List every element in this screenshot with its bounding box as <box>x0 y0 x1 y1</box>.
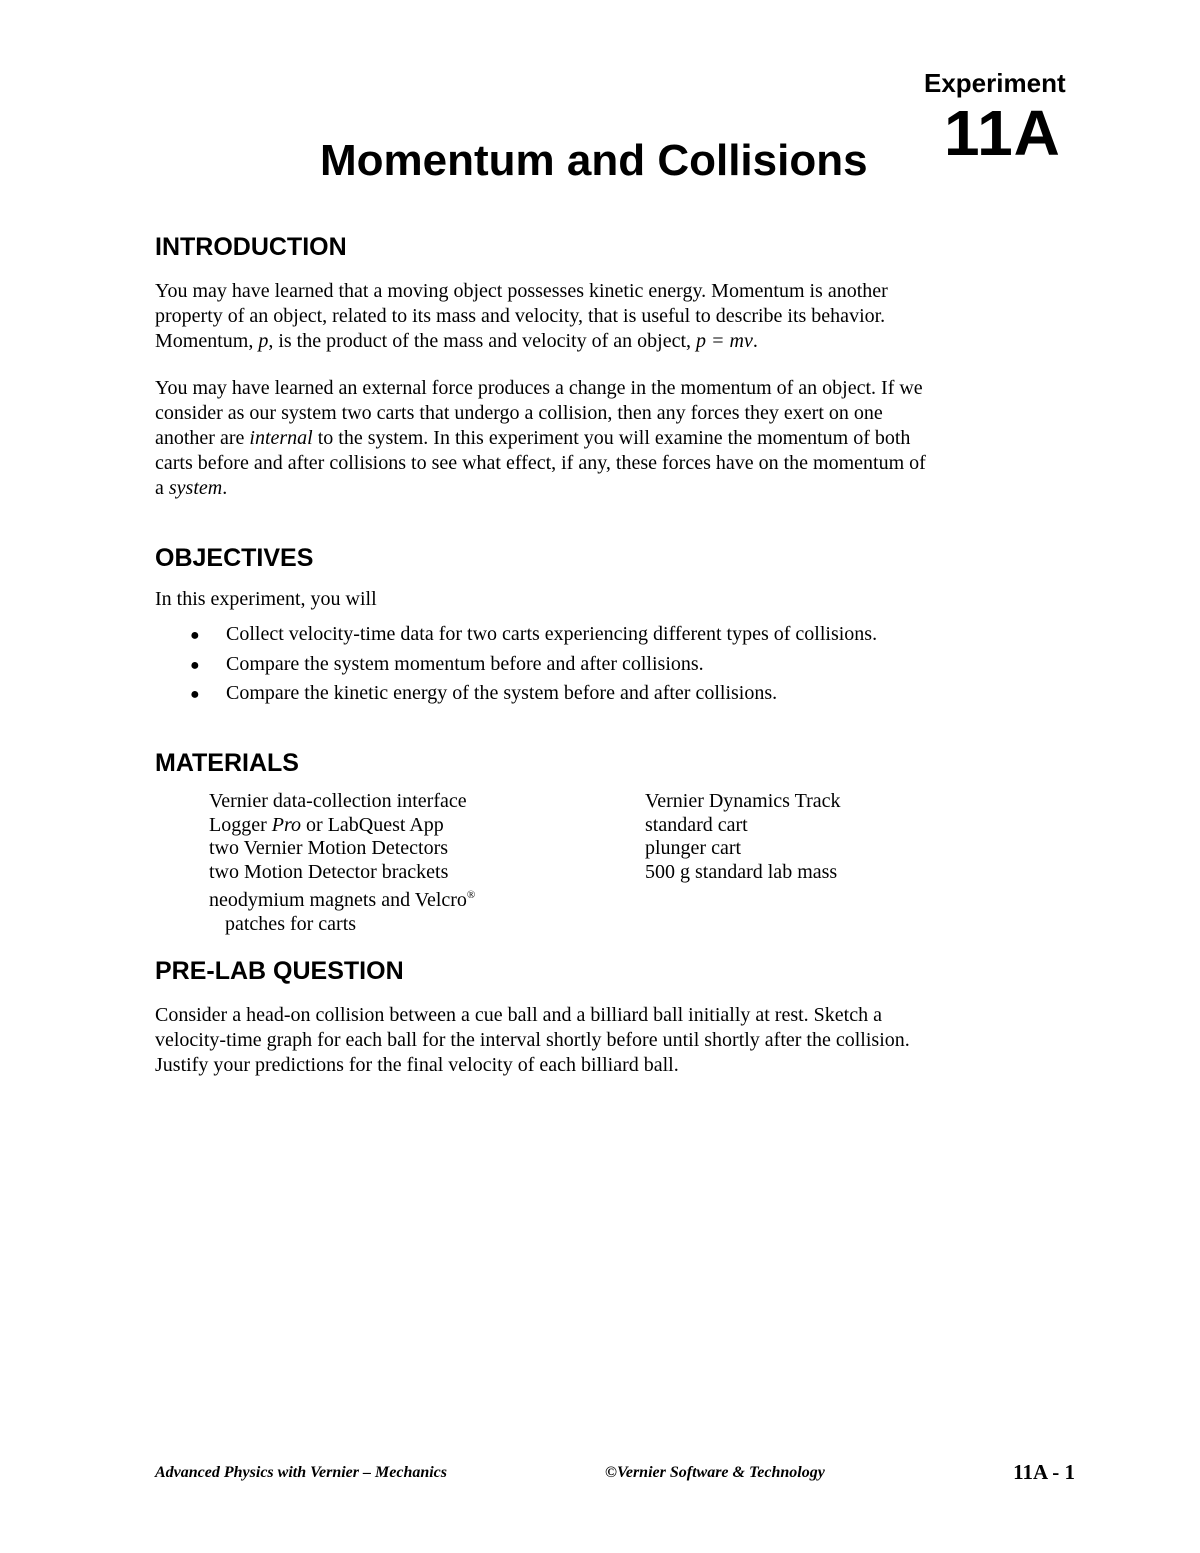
list-item: ● Compare the kinetic energy of the system before and after collisions. <box>190 679 877 709</box>
materials-left-column <box>209 790 475 936</box>
intro-p1-line-1: You may have learned that a moving object possesses kinetic energy. Momentum is another <box>155 280 888 302</box>
intro-p2-line-5: a system. <box>155 477 228 499</box>
materials-heading: MATERIALS <box>155 749 299 777</box>
list-item: ● Collect velocity-time data for two carts experiencing different types of collisions. <box>190 620 877 650</box>
experiment-number: 11A <box>944 97 1061 169</box>
list-item: Vernier Dynamics Track <box>645 790 841 812</box>
prelab-line-2: velocity-time graph for each ball for the interval shortly before until shortly after the collision. <box>155 1029 910 1051</box>
intro-p1-line-2: property of an object, related to its mass and velocity, that is useful to describe its behavior. <box>155 305 886 327</box>
momentum-formula: p = mv <box>696 330 753 352</box>
list-item: standard cart <box>645 813 748 836</box>
introduction-heading: INTRODUCTION <box>155 233 347 261</box>
internal-emphasis: internal <box>249 427 313 449</box>
prelab-line-3: Justify your predictions for the final velocity of each billiard ball. <box>155 1054 679 1076</box>
footer-copyright: ©Vernier Software & Technology <box>605 1464 825 1481</box>
momentum-symbol: p <box>258 330 269 352</box>
objectives-lead: In this experiment, you will <box>155 588 377 610</box>
bullet-icon: ● <box>190 656 200 674</box>
registered-mark: ® <box>466 889 476 901</box>
prelab-heading: PRE-LAB QUESTION <box>155 957 404 985</box>
system-emphasis: system <box>168 477 223 499</box>
bullet-icon: ● <box>190 686 200 703</box>
list-item: two Motion Detector brackets <box>209 860 449 883</box>
objectives-list <box>190 620 877 709</box>
page-title: Momentum and Collisions <box>320 136 868 185</box>
objectives-heading: OBJECTIVES <box>155 544 314 572</box>
page-footer <box>155 1460 1075 1486</box>
introduction-paragraph-2 <box>155 376 1085 501</box>
bullet-icon: ● <box>190 627 200 644</box>
list-item: neodymium magnets and Velcro® <box>209 889 476 911</box>
footer-book-title: Advanced Physics with Vernier – Mechanics <box>155 1464 448 1481</box>
list-item: plunger cart <box>645 837 742 859</box>
intro-p1-line-3: Momentum, p, is the product of the mass and velocity of an object, p = mv. <box>155 330 758 352</box>
list-item-continuation: patches for carts <box>225 912 357 935</box>
intro-p2-line-1: You may have learned an external force produces a change in the momentum of an object. If we <box>155 377 923 399</box>
intro-p2-line-4: carts before and after collisions to see what effect, if any, these forces have on the momentum of <box>155 452 926 474</box>
intro-p2-line-3: another are internal to the system. In this experiment you will examine the momentum of both <box>155 427 911 449</box>
page-number: 11A - 1 <box>1013 1460 1075 1484</box>
list-item: two Vernier Motion Detectors <box>209 837 449 859</box>
list-item: Vernier data-collection interface <box>209 790 467 812</box>
prelab-line-1: Consider a head-on collision between a cue ball and a billiard ball initially at rest. Sketch a <box>155 1004 882 1026</box>
list-item: 500 g standard lab mass <box>645 860 838 883</box>
prelab-paragraph <box>155 1003 1085 1078</box>
introduction-paragraph-1 <box>155 279 1085 354</box>
materials-right-column <box>645 790 841 884</box>
list-item: Logger Pro or LabQuest App <box>209 813 444 836</box>
list-item: ● Compare the system momentum before and after collisions. <box>190 650 877 680</box>
intro-p2-line-2: consider as our system two carts that undergo a collision, then any forces they exert on one <box>155 402 883 424</box>
experiment-label: Experiment <box>924 68 1066 98</box>
